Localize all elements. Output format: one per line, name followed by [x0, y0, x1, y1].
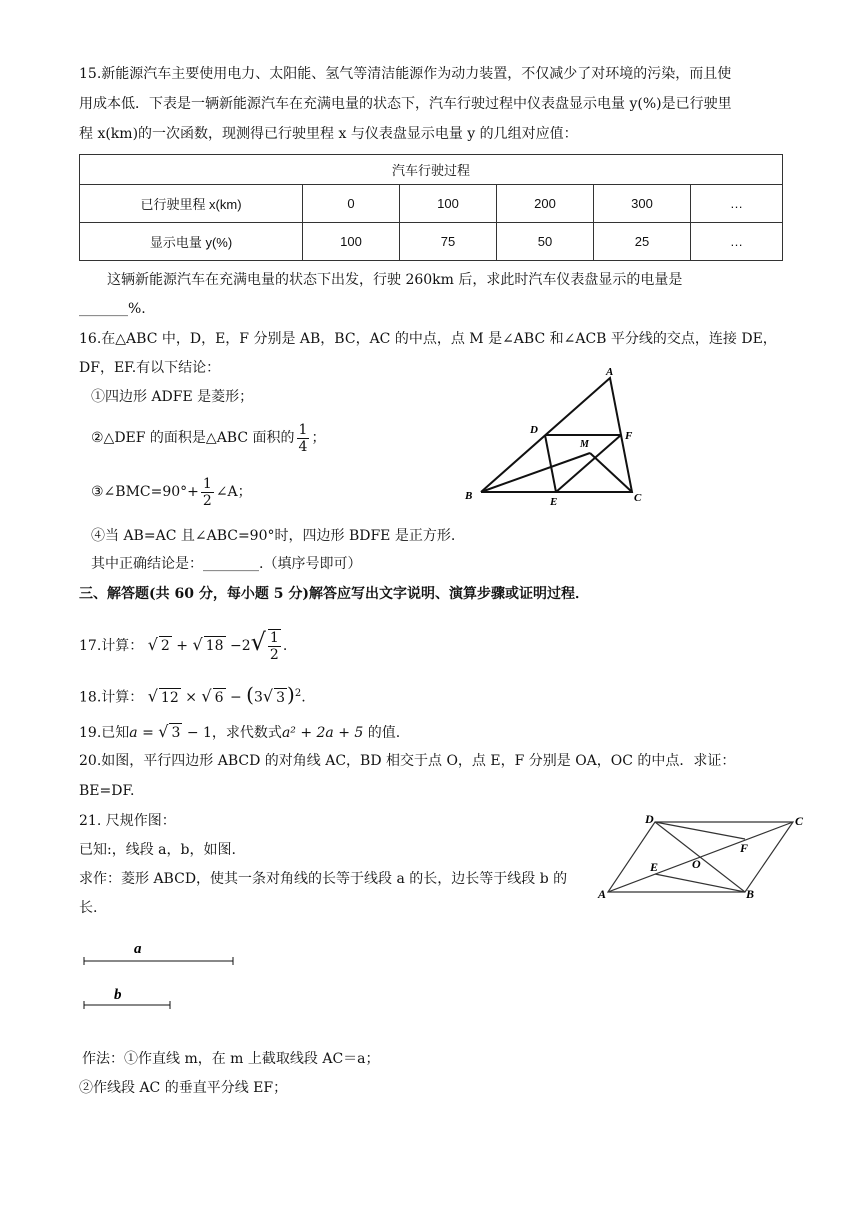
- q18: [79, 680, 306, 712]
- coefficient: 3: [253, 689, 263, 706]
- c3-end: ∠A；: [215, 484, 252, 500]
- fraction: [201, 476, 214, 509]
- radicand: 18: [205, 638, 224, 654]
- c2-end: ；: [311, 430, 326, 446]
- q16-line1: 16.在△ABC 中，D，E，F 分别是 AB，BC，AC 的中点，点 M 是∠ABC 和∠ACB 平分线的交点，连接 DE，: [79, 331, 777, 347]
- c3-text: ③∠BMC=90°+: [91, 484, 199, 500]
- q19-end: 的值.: [363, 725, 401, 741]
- denominator: 2: [202, 492, 212, 509]
- label-e: E: [550, 496, 558, 508]
- paren-open: (: [246, 682, 254, 707]
- label-b: B: [746, 887, 755, 901]
- q19: [79, 719, 400, 746]
- c2-text: ②△DEF 的面积是△ABC 面积的: [91, 430, 295, 446]
- q19-label: 19.已知: [79, 725, 130, 741]
- radicand: 12: [160, 689, 179, 706]
- q21-ask1: 求作：菱形 ABCD，使其一条对角线的长等于线段 a 的长，边长等于线段 b 的: [79, 871, 568, 887]
- table-cell: 0: [303, 185, 400, 223]
- triangle-figure: [455, 362, 655, 512]
- table-cell: 25: [594, 223, 691, 261]
- radicand: 3: [276, 689, 286, 706]
- label-f: F: [625, 430, 633, 442]
- radical-icon: √: [201, 686, 212, 706]
- exponent: 2: [294, 688, 302, 699]
- radical-icon: √: [192, 635, 203, 654]
- paren-close: ): [287, 682, 295, 707]
- q21-ask2: 长.: [79, 900, 98, 916]
- q19-text: − 1，求代数式: [182, 725, 282, 741]
- radicand: 2: [160, 638, 170, 654]
- table-row: [80, 185, 783, 223]
- operator: −2: [229, 638, 251, 654]
- q17-end: .: [282, 638, 288, 654]
- q21-known: 已知:，线段 a，b，如图.: [79, 842, 236, 858]
- q16-conclusion-3: [91, 474, 252, 510]
- table-cell: …: [691, 185, 783, 223]
- label-b: b: [114, 987, 122, 1003]
- q15-after2: _______%.: [79, 301, 146, 317]
- fraction: [297, 422, 310, 455]
- label-d: D: [645, 812, 654, 826]
- q16-conclusion-1: ①四边形 ADFE 是菱形；: [91, 389, 254, 405]
- bisector-bm: [481, 453, 590, 492]
- table-cell: 100: [303, 223, 400, 261]
- segment-be: [655, 874, 745, 892]
- radical-icon: √: [147, 635, 158, 654]
- radical-icon: √: [250, 628, 266, 656]
- q15-line1: 15.新能源汽车主要使用电力、太阳能、氢气等清洁能源作为动力装置，不仅减少了对环境的污染，而且使: [79, 66, 732, 82]
- q15-after1: 这辆新能源汽车在充满电量的状态下出发，行驶 260km 后，求此时汽车仪表盘显示的电量是: [107, 272, 683, 288]
- label-a: a: [134, 941, 142, 957]
- table-row: [80, 223, 783, 261]
- label-a: A: [598, 887, 607, 901]
- table-cell: 100: [400, 185, 497, 223]
- fraction: [268, 629, 281, 663]
- q17: [79, 622, 287, 666]
- q21-step2: ②作线段 AC 的垂直平分线 EF；: [79, 1080, 288, 1096]
- segments-figure: [78, 936, 248, 1016]
- label-o: O: [692, 857, 701, 871]
- table-cell: 75: [400, 223, 497, 261]
- q21-title: 21. 尺规作图：: [79, 813, 176, 829]
- q15-line2: 用成本低．下表是一辆新能源汽车在充满电量的状态下，汽车行驶过程中仪表盘显示电量 y(%)是已行驶里: [79, 96, 732, 112]
- denominator: 4: [298, 438, 308, 455]
- q16-conclusion-2: [91, 420, 325, 456]
- operator: −: [229, 689, 242, 706]
- label-c: C: [634, 492, 642, 504]
- q20-line2: BE=DF.: [79, 783, 135, 799]
- variable: a: [129, 725, 138, 741]
- row-header: 显示电量 y(%): [80, 223, 303, 261]
- numerator: 1: [269, 630, 279, 646]
- q16-line2: DF，EF.有以下结论：: [79, 360, 221, 376]
- table-title: 汽车行驶过程: [80, 155, 783, 185]
- label-a: A: [606, 366, 614, 378]
- table-cell: …: [691, 223, 783, 261]
- radicand: 3: [171, 725, 181, 741]
- q17-label: 17.计算：: [79, 638, 144, 654]
- numerator: 1: [202, 475, 212, 492]
- label-m: M: [580, 439, 589, 450]
- denominator: 2: [269, 647, 279, 663]
- operator: +: [176, 638, 189, 654]
- q18-end: .: [301, 689, 306, 706]
- label-c: C: [795, 814, 804, 828]
- label-b: B: [465, 490, 473, 502]
- q16-answer: 其中正确结论是：________.（填序号即可）: [91, 556, 362, 572]
- q15-line3: 程 x(km)的一次函数，现测得已行驶里程 x 与仪表盘显示电量 y 的几组对应值：: [79, 126, 578, 142]
- table-cell: 300: [594, 185, 691, 223]
- label-f: F: [740, 841, 749, 855]
- table-cell: 200: [497, 185, 594, 223]
- radical-icon: √: [262, 686, 274, 706]
- segment-de: [545, 435, 556, 492]
- expression: a² + 2a + 5: [281, 725, 364, 741]
- label-e: E: [650, 860, 659, 874]
- label-d: D: [530, 424, 538, 436]
- q20-line1: 20.如图，平行四边形 ABCD 的对角线 AC，BD 相交于点 O，点 E，F 分别是 OA，OC 的中点．求证：: [79, 753, 736, 769]
- parallelogram-figure: [592, 806, 812, 902]
- radicand: 6: [214, 689, 224, 706]
- numerator: 1: [298, 421, 308, 438]
- row-header: 已行驶里程 x(km): [80, 185, 303, 223]
- radical-icon: √: [158, 722, 169, 741]
- section-heading: 三、解答题(共 60 分，每小题 5 分)解答应写出文字说明、演算步骤或证明过程．: [79, 586, 589, 602]
- radical-icon: √: [147, 686, 158, 706]
- operator: =: [137, 725, 159, 741]
- table-cell: 50: [497, 223, 594, 261]
- operator: ×: [185, 689, 197, 706]
- q18-label: 18.计算：: [79, 689, 144, 706]
- mileage-battery-table: [79, 154, 783, 261]
- q16-conclusion-4: ④当 AB=AC 且∠ABC=90°时，四边形 BDFE 是正方形.: [91, 528, 456, 544]
- segment-df: [655, 822, 745, 839]
- q21-step1: 作法：①作直线 m，在 m 上截取线段 AC＝a；: [82, 1051, 380, 1067]
